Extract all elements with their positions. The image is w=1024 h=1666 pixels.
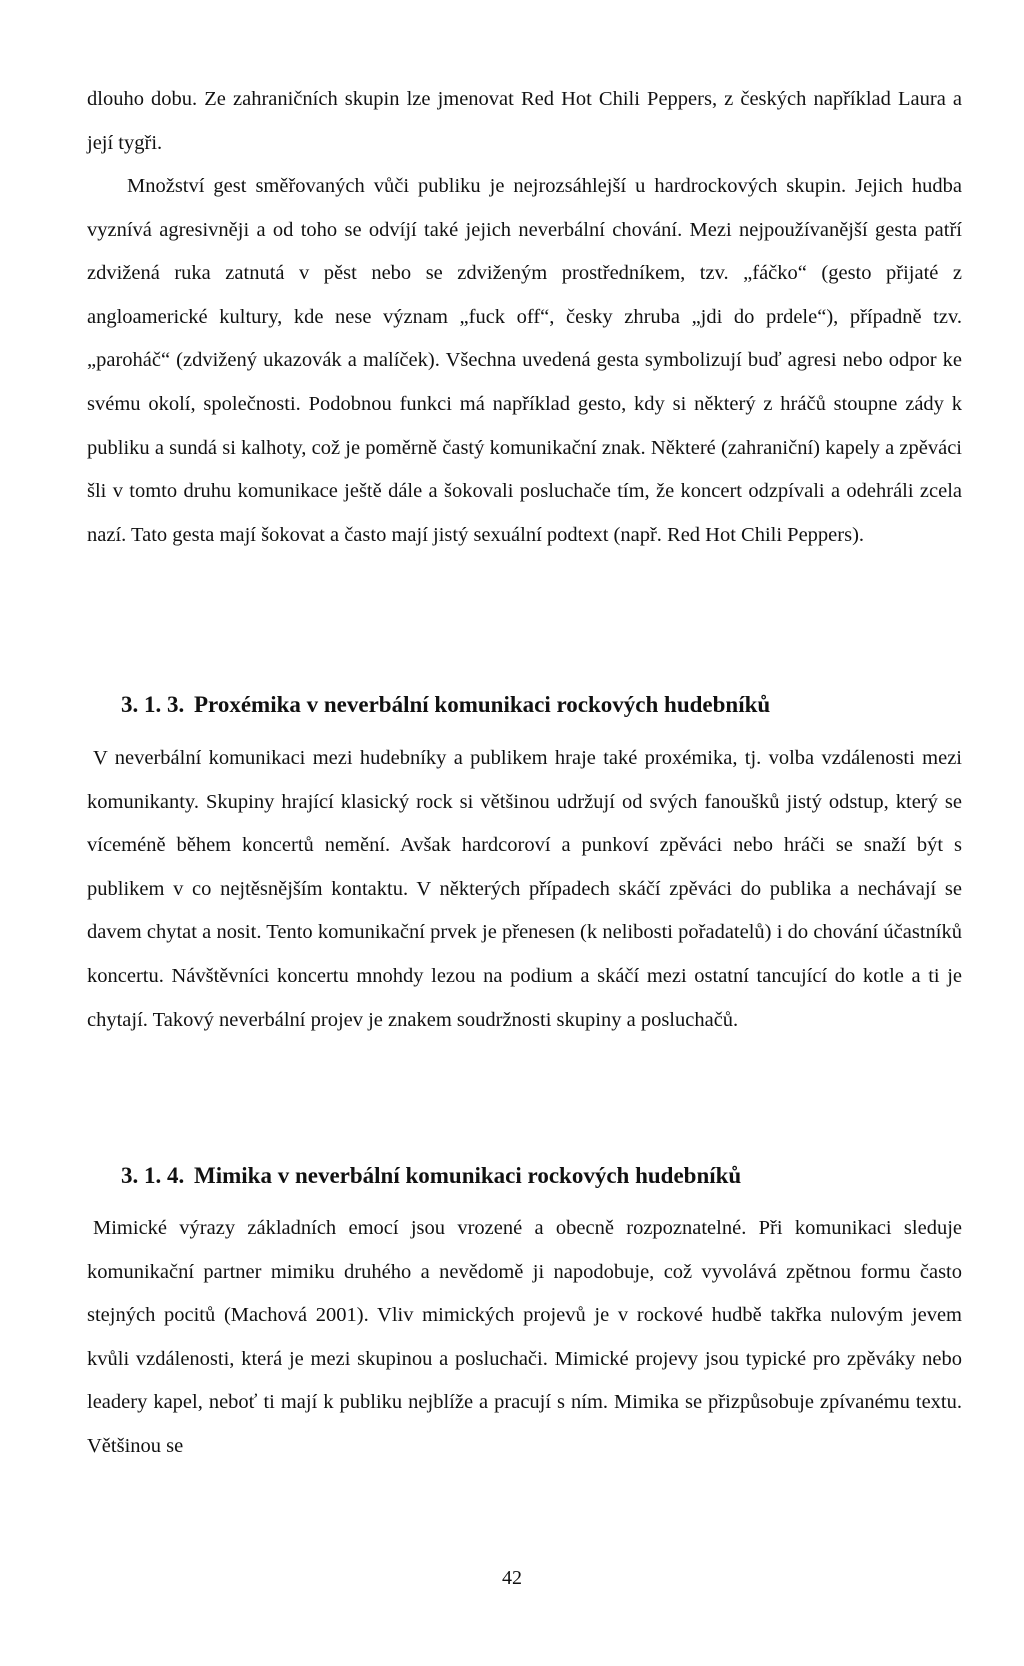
section-title: Mimika v neverbální komunikaci rockových hudebníků bbox=[194, 1163, 742, 1188]
page-number: 42 bbox=[502, 1567, 522, 1589]
paragraph-gestures: Množství gest směřovaných vůči publiku je nejrozsáhlejší u hardrockových skupin. Jejich hudba vyznívá agresivněji a od toho se odvíjí také jejich neverbální chování. Mezi nejpoužívanější gesta patří zdvižená ruka zatnutá v pěst nebo se zdviženým prostředníkem, tzv. „fáčko“ (gesto přijaté z angloamerické kultury, kde nese význam „fuck off“, česky zhruba „jdi do prdele“), případně tzv. „paroháč“ (zdvižený ukazovák a malíček). Všechna uvedená gesta symbolizují buď agresi nebo odpor ke svému okolí, společnosti. Podobnou funkci má například gesto, kdy si některý z hráčů stoupne zády k publiku a sundá si kalhoty, což je poměrně častý komunikační znak. Některé (zahraniční) kapely a zpěváci šli v tomto druhu komunikace ještě dále a šokovali posluchače tím, že koncert odzpívali a odehráli zcela nazí. Tato gesta mají šokovat a často mají jistý sexuální podtext (např. Red Hot Chili Peppers). bbox=[87, 175, 962, 546]
section-number: 3. 1. 4. bbox=[121, 1163, 185, 1188]
paragraph-mimicry: Mimické výrazy základních emocí jsou vrozené a obecně rozpoznatelné. Při komunikaci sleduje komunikační partner mimiku druhého a nevědomě ji napodobuje, což vyvolává zpětnou formu často stejných pocitů (Machová 2001). Vliv mimických projevů je v rockové hudbě takřka nulovým jevem kvůli vzdálenosti, která je mezi skupinou a posluchači. Mimické projevy jsou typické pro zpěváky nebo leadery kapel, neboť ti mají k publiku nejblíže a pracují s ním. Mimika se přizpůsobuje zpívanému textu. Většinou se bbox=[87, 1217, 962, 1457]
paragraph-proxemics: V neverbální komunikaci mezi hudebníky a publikem hraje také proxémika, tj. volba vzdálenosti mezi komunikanty. Skupiny hrající klasický rock si většinou udržují od svých fanoušků jistý odstup, který se víceméně během koncertů nemění. Avšak hardcoroví a punkoví zpěváci nebo hráči se snaží být s publikem v co nejtěsnějším kontaktu. V některých případech skáčí zpěváci do publika a nechávají se davem chytat a nosit. Tento komunikační prvek je přenesen (k nelibosti pořadatelů) i do chování účastníků koncertu. Návštěvníci koncertu mnohdy lezou na podium a skáčí mezi ostatní tancující do kotle a ti je chytají. Takový neverbální projev je znakem soudržnosti skupiny a posluchačů. bbox=[87, 747, 962, 1031]
section-number: 3. 1. 3. bbox=[121, 692, 185, 717]
section-title: Proxémika v neverbální komunikaci rockových hudebníků bbox=[194, 692, 771, 717]
section-heading-proxemics bbox=[121, 690, 961, 720]
paragraph-intro: dlouho dobu. Ze zahraničních skupin lze jmenovat Red Hot Chili Peppers, z českých například Laura a její tygři. bbox=[87, 88, 962, 154]
section-heading-mimicry bbox=[121, 1161, 961, 1191]
